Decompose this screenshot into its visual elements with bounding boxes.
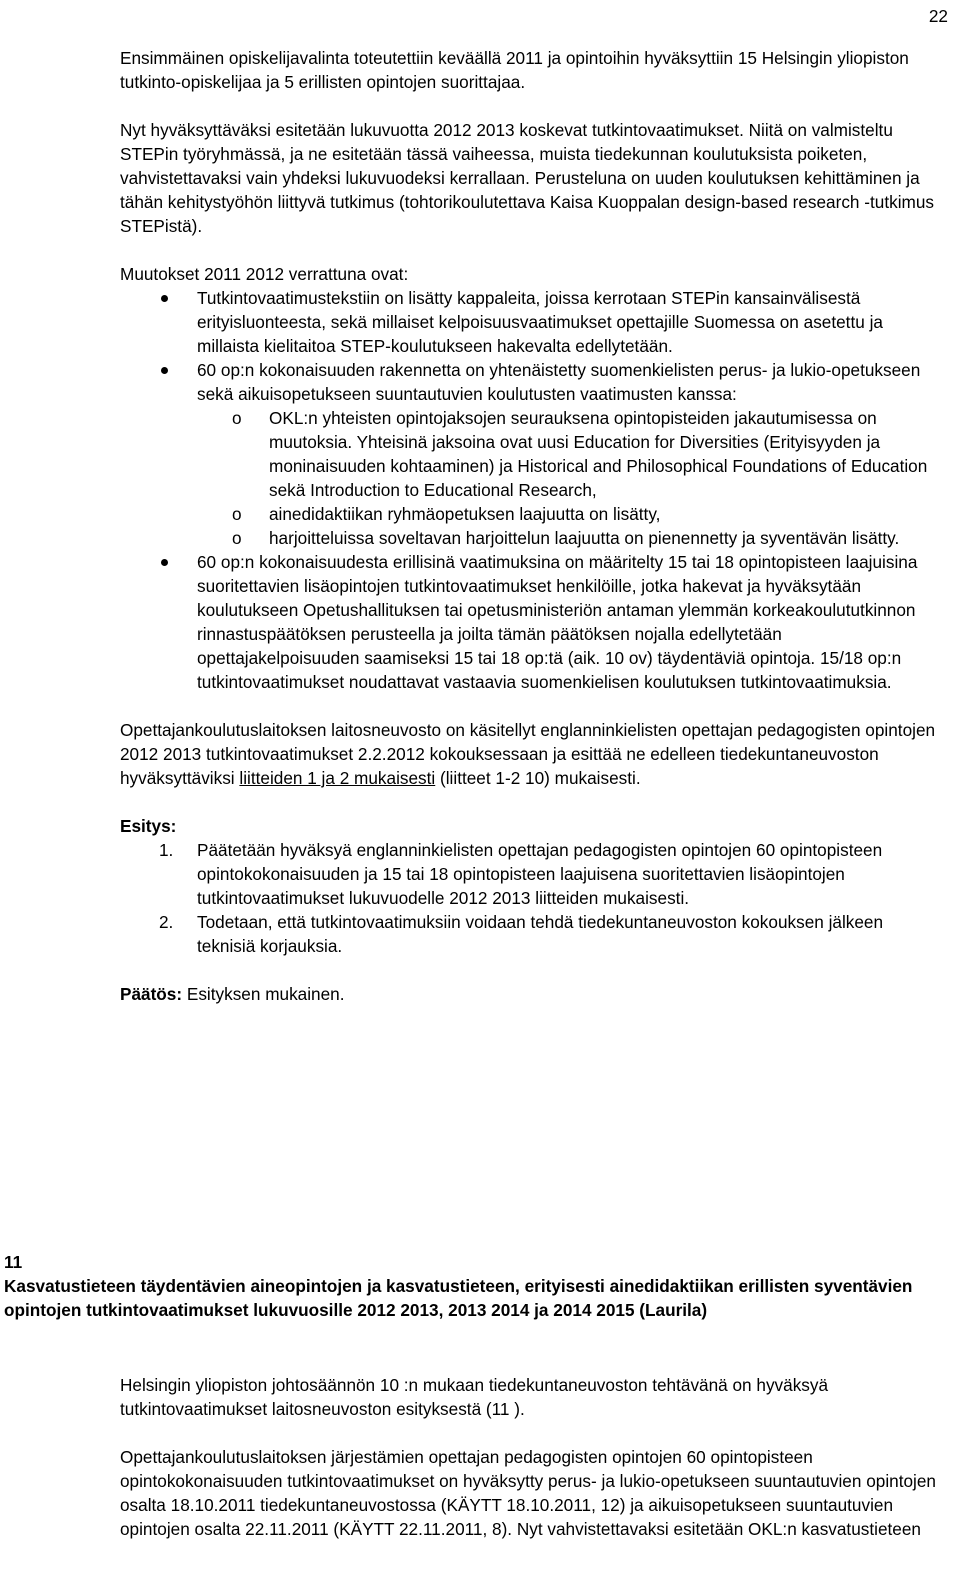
proposal-list <box>120 838 945 958</box>
section-number: 11 <box>4 1252 23 1272</box>
section-11 <box>4 1250 944 1322</box>
proposal-number: 2. <box>159 912 174 932</box>
sub-list-item: o OKL:n yhteisten opintojaksojen seurauksena opintopisteiden jakautumisessa on muutoksia. Yhteisinä jaksoina ovat uusi Education for Diversities (Erityisyyden ja moninaisuuden kohtaaminen) ja Historical and Philosophical Foundations of Education sekä Introduction to Educational Research, <box>197 406 945 502</box>
attachments-link[interactable]: liitteiden 1 ja 2 mukaisesti <box>239 768 436 788</box>
list-item <box>120 550 945 694</box>
list-item <box>120 286 945 358</box>
intro-paragraph: Ensimmäinen opiskelijavalinta toteutettiin keväällä 2011 ja opintoihin hyväksyttiin 15 Helsingin yliopiston tutkinto-opiskelijaa ja 5 erillisten opintojen suorittajaa. <box>120 48 909 92</box>
list-item-text: 60 op:n kokonaisuudesta erillisinä vaatimuksina on määritelty 15 tai 18 opintopisteen laajuisina suoritettavien lisäopintojen tutkintovaatimukset henkilöille, jotka hakevat ja hyväksytään koulutukseen Opetushallituksen tai opetusministeriön antaman ylemmän korkeakoulututkinnon rinnastuspäätöksen perusteella ja joilta tämän päätöksen nojalla edellytetään opettajakelpoisuuden saamiseksi 15 tai 18 op:tä (aik. 10 ov) täydentäviä opintoja. 15/18 op:n tutkintovaatimukset noudattavat vastaavia suomenkielisen koulutuksen tutkintovaatimuksia. <box>197 552 918 692</box>
list-item <box>120 358 945 550</box>
section-title: Kasvatustieteen täydentävien aineopintojen ja kasvatustieteen, erityisesti ainedidaktiikan erillisten syventävien opintojen tutkintovaatimukset lukuvuosille 2012 2013, 2013 2014 ja 2014 2015 (Laurila) <box>4 1276 913 1320</box>
decision-text: Esityksen mukainen. <box>182 984 345 1004</box>
changes-list <box>120 286 945 694</box>
proposal-text: Päätetään hyväksyä englanninkielisten opettajan pedagogisten opintojen 60 opintopisteen opintokokonaisuuden ja 15 tai 18 opintopisteen laajuisena suoritettavien lisäopintojen tutkintovaatimukset lukuvuodelle 2012 2013 liitteiden mukaisesti. <box>197 840 883 908</box>
proposal-text: Todetaan, että tutkintovaatimuksiin voidaan tehdä tiedekuntaneuvoston kokouksen jälkeen teknisiä korjauksia. <box>197 912 884 956</box>
document-body <box>120 46 945 1006</box>
section-11-body <box>120 1373 945 1541</box>
sub-list-item: o ainedidaktiikan ryhmäopetuksen laajuutta on lisätty, <box>197 502 945 526</box>
proposal-number: 1. <box>159 840 174 860</box>
decision-paragraph <box>120 982 945 1006</box>
proposal-item <box>120 838 945 910</box>
council-text: Opettajankoulutuslaitoksen laitosneuvosto on käsitellyt englanninkielisten opettajan pedagogisten opintojen 2012 2013 tutkintovaatimukset 2.2.2012 kokouksessaan ja esittää ne edelleen tiedekuntaneuvoston hyväksyttäviksi <box>120 720 936 788</box>
section-paragraph: Helsingin yliopiston johtosäännön 10 :n mukaan tiedekuntaneuvoston tehtävänä on hyväksyä tutkintovaatimukset laitosneuvoston esityksestä (11 ). <box>120 1375 829 1419</box>
list-item-text: 60 op:n kokonaisuuden rakennetta on yhtenäistetty suomenkielisten perus- ja lukio-opetukseen sekä aikuisopetukseen suuntautuvien koulutusten vaatimusten kanssa: <box>197 360 921 404</box>
page-number: 22 <box>928 6 948 26</box>
proposal-item <box>120 910 945 958</box>
sub-list <box>197 406 945 550</box>
section-paragraph: Opettajankoulutuslaitoksen järjestämien opettajan pedagogisten opintojen 60 opintopisteen opintokokonaisuuden tutkintovaatimukset on hyväksytty perus- ja lukio-opetukseen suuntautuvien opintojen osalta 18.10.2011 tiedekuntaneuvostossa (KÄYTT 18.10.2011, 12) ja aikuisopetukseen suuntautuvien opintojen osalta 22.11.2011 (KÄYTT 22.11.2011, 8). Nyt vahvistettavaksi esitetään OKL:n kasvatustieteen <box>120 1447 936 1539</box>
council-paragraph <box>120 718 945 790</box>
decision-label: Päätös: <box>120 984 183 1004</box>
requirements-paragraph: Nyt hyväksyttäväksi esitetään lukuvuotta 2012 2013 koskevat tutkintovaatimukset. Niitä on valmisteltu STEPin työryhmässä, ja ne esitetään tässä vaiheessa, muista tiedekunnan koulutuksista poiketen, vahvistettavaksi vain yhdeksi lukuvuodeksi kerrallaan. Perusteluna on uuden koulutuksen kehittäminen ja tähän kehitystyöhön liittyvä tutkimus (tohtorikoulutettava Kaisa Kuoppalan design-based research -tutkimus STEPistä). <box>120 120 934 236</box>
council-text-end: (liitteet 1-2 10) mukaisesti. <box>435 768 641 788</box>
list-item-text: Tutkintovaatimustekstiin on lisätty kappaleita, joissa kerrotaan STEPin kansainvälisestä erityisluonteesta, sekä millaiset kelpoisuusvaatimukset opettajille Suomessa on asetettu ja millaista kielitaitoa STEP-koulutukseen hakevalta edellytetään. <box>197 288 883 356</box>
proposal-heading: Esitys: <box>120 816 177 836</box>
changes-intro: Muutokset 2011 2012 verrattuna ovat: <box>120 264 409 284</box>
sub-list-item: o harjoitteluissa soveltavan harjoittelun laajuutta on pienennetty ja syventävän lisätty. <box>197 526 945 550</box>
